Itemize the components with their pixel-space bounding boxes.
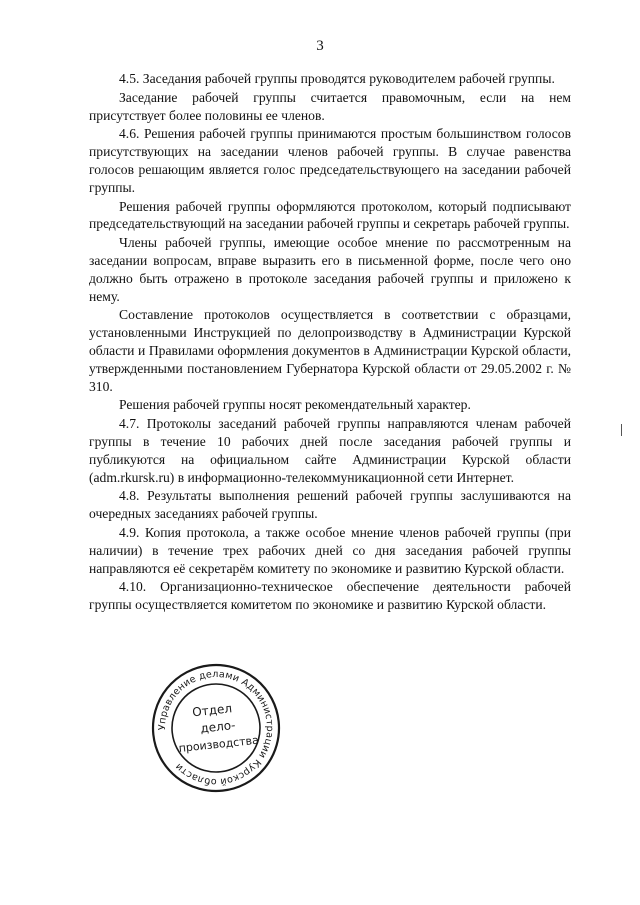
paragraph-protocol: Решения рабочей группы оформляются протоколом, который подписывают председательствующий на заседании рабочей группы и секретарь рабочей группы.: [89, 198, 571, 232]
paragraph-4-6: 4.6. Решения рабочей группы принимаются простым большинством голосов присутствующих на заседании членов рабочей группы. В случае равенства голосов решающим является голос председательствующего на заседании рабочей группы.: [89, 126, 571, 195]
paragraph-recommendation: Решения рабочей группы носят рекомендательный характер.: [119, 397, 471, 413]
stamp-line-1: Отдел: [191, 701, 233, 720]
paragraph-4-10: 4.10. Организационно-техническое обеспечение деятельности рабочей группы осуществляется комитетом по экономике и развитию Курской области.: [89, 579, 571, 613]
paragraph-4-7: 4.7. Протоколы заседаний рабочей группы направляются членам рабочей группы в течение 10 рабочих дней после заседания рабочей группы и публикуются на официальном сайте Администрации Курской области (adm.rkursk.ru) в информационно-телекоммуникационной сети Интернет.: [89, 416, 571, 485]
stamp-outer-text: Управление делами Администрации Курской области: [156, 668, 276, 788]
paragraph-special-opinion: Члены рабочей группы, имеющие особое мнение по рассмотренным на заседании вопросам, вправе выразить его в письменной форме, после чего оно должно быть отражено в протоколе заседания рабочей группы и приложено к нему.: [89, 235, 571, 304]
stamp-line-3: производства: [178, 733, 260, 755]
paragraph-4-9: 4.9. Копия протокола, а также особое мнение членов рабочей группы (при наличии) в течение трех рабочих дней со дня заседания рабочей группы направляются её секретарём комитету по экономике и развитию Курской области.: [89, 524, 571, 576]
paragraph-4-8: 4.8. Результаты выполнения решений рабочей группы заслушиваются на очередных заседаниях рабочей группы.: [89, 488, 571, 522]
paragraph-protocol-drafting: Составление протоколов осуществляется в соответствии с образцами, установленными Инструкцией по делопроизводству в Администрации Курской области и Правилами оформления документов в Администрации Курской области, утвержденными постановлением Губернатора Курской области от 29.05.2002 г. № 310.: [89, 307, 571, 394]
paragraph-4-5: 4.5. Заседания рабочей группы проводятся руководителем рабочей группы.: [119, 71, 555, 86]
office-stamp: [150, 662, 282, 794]
document-body: [89, 70, 571, 614]
stamp-line-2: дело-: [199, 718, 237, 736]
scan-mark: [621, 424, 622, 436]
page-number: 3: [316, 38, 324, 54]
paragraph-quorum: Заседание рабочей группы считается правомочным, если на нем присутствует более половины ее членов.: [89, 89, 571, 123]
